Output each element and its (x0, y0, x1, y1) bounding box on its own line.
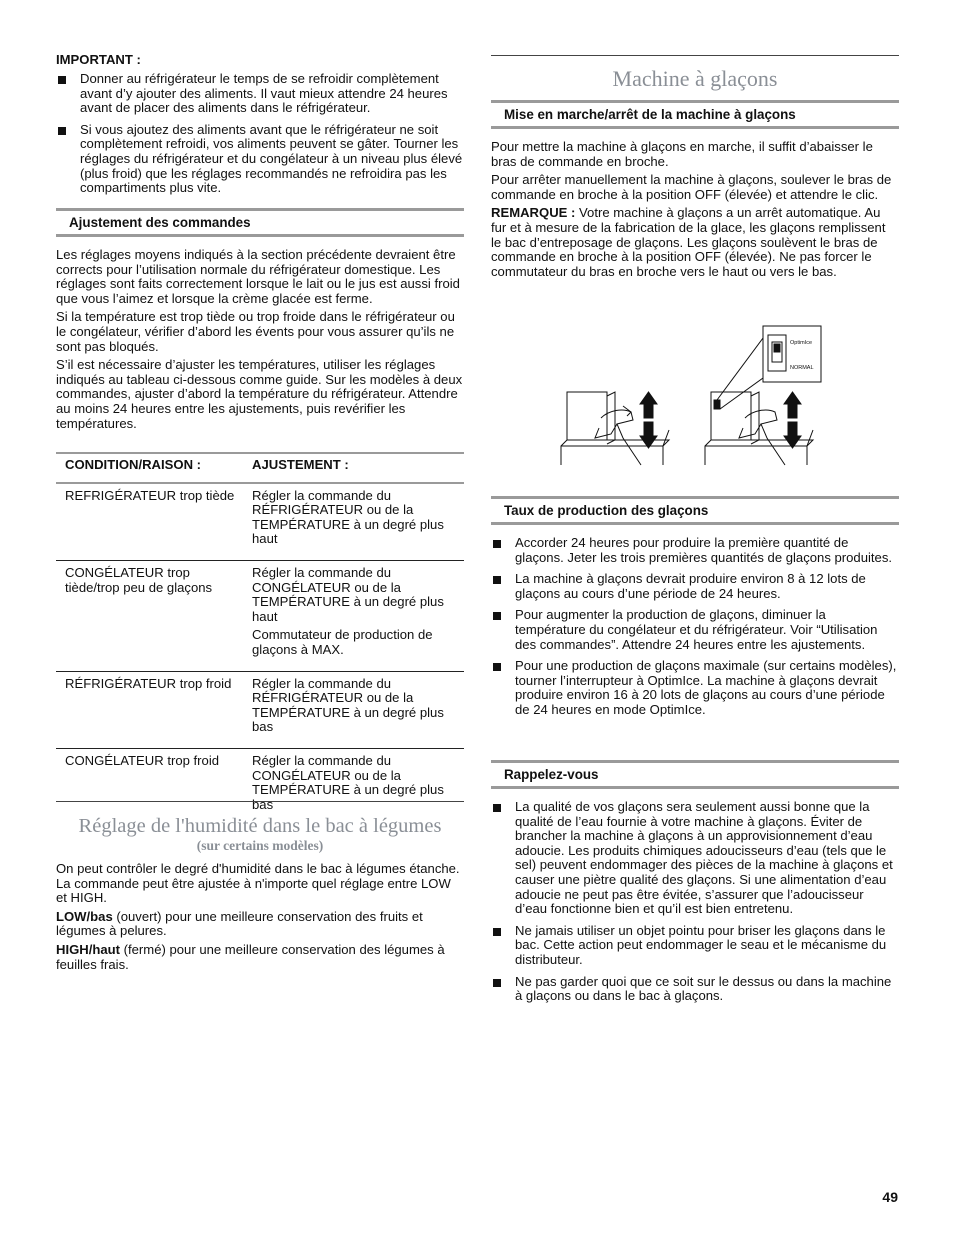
low-label: LOW/bas (56, 908, 113, 924)
table-cell-condition: REFRIGÉRATEUR trop tiède (56, 483, 243, 561)
table-cell-condition: RÉFRIGÉRATEUR trop froid (56, 671, 243, 748)
cell-text: Régler la commande du CONGÉLATEUR ou de la TEMPÉRATURE à un degré plus haut (252, 564, 444, 624)
cell-text: Régler la commande du RÉFRIGÉRATEUR ou de la TEMPÉRATURE à un degré plus haut (252, 487, 444, 547)
adjust-text (56, 248, 464, 431)
list-item: Accorder 24 heures pour produire la première quantité de glaçons. Jeter les trois premières quantités de glaçons produites. (491, 536, 899, 565)
list-item: La machine à glaçons devrait produire environ 8 à 12 lots de glaçons au cours d’une période de 24 heures. (491, 572, 899, 601)
list-item: La qualité de vos glaçons sera seulement aussi bonne que la qualité de l’eau fournie à votre machine à glaçons. Éviter de brancher la machine à glaçons à un approvisionnement d’eau adoucie. Les produits chimiques adoucisseurs d’eau (tels que le sel) peuvent endommager des pièces de la machine à glaçons et causer une piètre qualité des glaçons. Si une alimentation d’eau adoucie ne peut pas être évitée, s’assurer que l’adoucisseur d’eau fonctionne bien et qu’il est bien entretenu. (491, 800, 899, 917)
table-row (56, 671, 464, 748)
section-divider (491, 55, 899, 56)
icemaker-left-drawing (561, 392, 669, 465)
adjustment-table (56, 452, 464, 825)
paragraph: Pour mettre la machine à glaçons en marche, il suffit d’abaisser le bras de commande en broche. (491, 139, 873, 169)
high-label: HIGH/haut (56, 941, 121, 957)
page-number: 49 (882, 1189, 898, 1205)
paragraph: Si la température est trop tiède ou trop froide dans le réfrigérateur ou le congélateur, vérifier d’abord les évents pour vous assurer qu’ils ne sont pas bloqués. (56, 309, 455, 354)
table-cell-adjust (243, 483, 464, 561)
table-cell-condition: CONGÉLATEUR trop froid (65, 752, 220, 768)
paragraph-remark (491, 206, 899, 279)
list-item: Ne pas garder quoi que ce soit sur le dessus ou dans la machine à glaçons ou dans le bac à glaçons. (491, 975, 899, 1004)
paragraph-low (56, 910, 464, 939)
icemaker-right-drawing (705, 326, 821, 465)
adjust-heading: Ajustement des commandes (56, 208, 464, 237)
paragraph-high (56, 943, 464, 972)
cell-text: Régler la commande du RÉFRIGÉRATEUR ou de la TEMPÉRATURE à un degré plus bas (252, 675, 444, 735)
normal-label: NORMAL (790, 365, 814, 371)
table-row (56, 483, 464, 561)
table-cell-adjust (243, 560, 464, 671)
table-row (56, 560, 464, 671)
paragraph: Les réglages moyens indiqués à la section précédente devraient être corrects pour l’utilisation normale du réfrigérateur domestique. Les réglages sont faits correctement lorsque le lait ou le jus est aussi froid que vous l’aimez et lorsque la crème glacée est ferme. (56, 247, 460, 306)
cell-text: Commutateur de production de glaçons à MAX. (252, 627, 433, 657)
list-item: Ne jamais utiliser un objet pointu pour briser les glaçons dans le bac. Cette action peut endommager le seau et le mécanisme du distributeur. (491, 924, 899, 968)
list-item: Pour augmenter la production de glaçons, diminuer la température du congélateur et du réfrigérateur. Voir “Utilisation des commandes”. Attendre 24 heures entre les ajustements. (491, 608, 899, 652)
remember-heading: Rappelez-vous (491, 760, 899, 789)
table-cell-adjust (243, 671, 464, 748)
remark-text: Votre machine à glaçons a un arrêt automatique. Au fur et à mesure de la fabrication de la glace, les glaçons remplissent le bac d’entreposage de glaçons. Les glaçons soulèvent le bras de commande en broche à la position OFF (élevée). Ne pas forcer le commutateur du bras en broche vers le haut ou vers le bas. (491, 205, 886, 279)
table-header-row (56, 453, 464, 483)
cell-text: Régler la commande du CONGÉLATEUR ou de la TEMPÉRATURE à un degré plus bas (252, 752, 444, 812)
remember-list (491, 800, 899, 1004)
rate-list (491, 536, 899, 718)
optimice-label: OptimIce (790, 340, 813, 346)
table-header: AJUSTEMENT : (243, 453, 464, 483)
icemaker-illustration (491, 320, 899, 480)
paragraph: S’il est nécessaire d’ajuster les températures, utiliser les réglages indiqués au tableau ci-dessous comme guide. Sur les modèles à deux commandes, ajuster d’abord la température du réfrigérateur. Attendre au moins 24 heures entre les ajustements, puis revérifier les températures. (56, 357, 463, 431)
list-item: Si vous ajoutez des aliments avant que le réfrigérateur ne soit complètement refroidi, vos aliments peuvent se gâter. Tourner les réglages du réfrigérateur et du congélateur à un niveau plus élevé (plus froid) que les réglages recommandés ne refroidira pas les compartiments plus vite. (56, 123, 464, 196)
paragraph: On peut contrôler le degré d'humidité dans le bac à légumes étanche. La commande peut être ajustée à n'importe quel réglage entre LOW et HIGH. (56, 861, 460, 906)
rate-heading: Taux de production des glaçons (491, 496, 899, 525)
humidity-text (56, 862, 464, 972)
paragraph: Pour arrêter manuellement la machine à glaçons, soulever le bras de commande en broche à la position OFF (élevée) et attendre le clic. (491, 172, 892, 202)
section-divider (56, 801, 464, 802)
onoff-heading: Mise en marche/arrêt de la machine à glaçons (491, 100, 899, 129)
humidity-subtitle: (sur certains modèles) (196, 838, 324, 853)
high-text: (fermé) pour une meilleure conservation des légumes à feuilles frais. (56, 941, 445, 972)
list-item: Donner au réfrigérateur le temps de se refroidir complètement avant d’y ajouter des aliments. Il vaut mieux attendre 24 heures avant de placer des aliments dans le réfrigérateur. (56, 72, 464, 116)
table-cell-condition: CONGÉLATEUR trop tiède/trop peu de glaçons (56, 560, 243, 671)
humidity-title: Réglage de l'humidité dans le bac à légumes (78, 815, 442, 837)
table-header: CONDITION/RAISON : (56, 453, 243, 483)
low-text: (ouvert) pour une meilleure conservation des fruits et légumes à pelures. (56, 908, 423, 939)
important-list (56, 72, 464, 196)
onoff-text (491, 140, 899, 279)
important-label: IMPORTANT : (56, 52, 141, 67)
icemaker-title: Machine à glaçons (612, 66, 778, 91)
list-item: Pour une production de glaçons maximale (sur certains modèles), tourner l’interrupteur à OptimIce. La machine à glaçons devrait produire environ 16 à 20 lots de glaçons au cours d’une période de 24 heures en mode OptimIce. (491, 659, 899, 717)
remark-label: REMARQUE : (491, 205, 576, 221)
